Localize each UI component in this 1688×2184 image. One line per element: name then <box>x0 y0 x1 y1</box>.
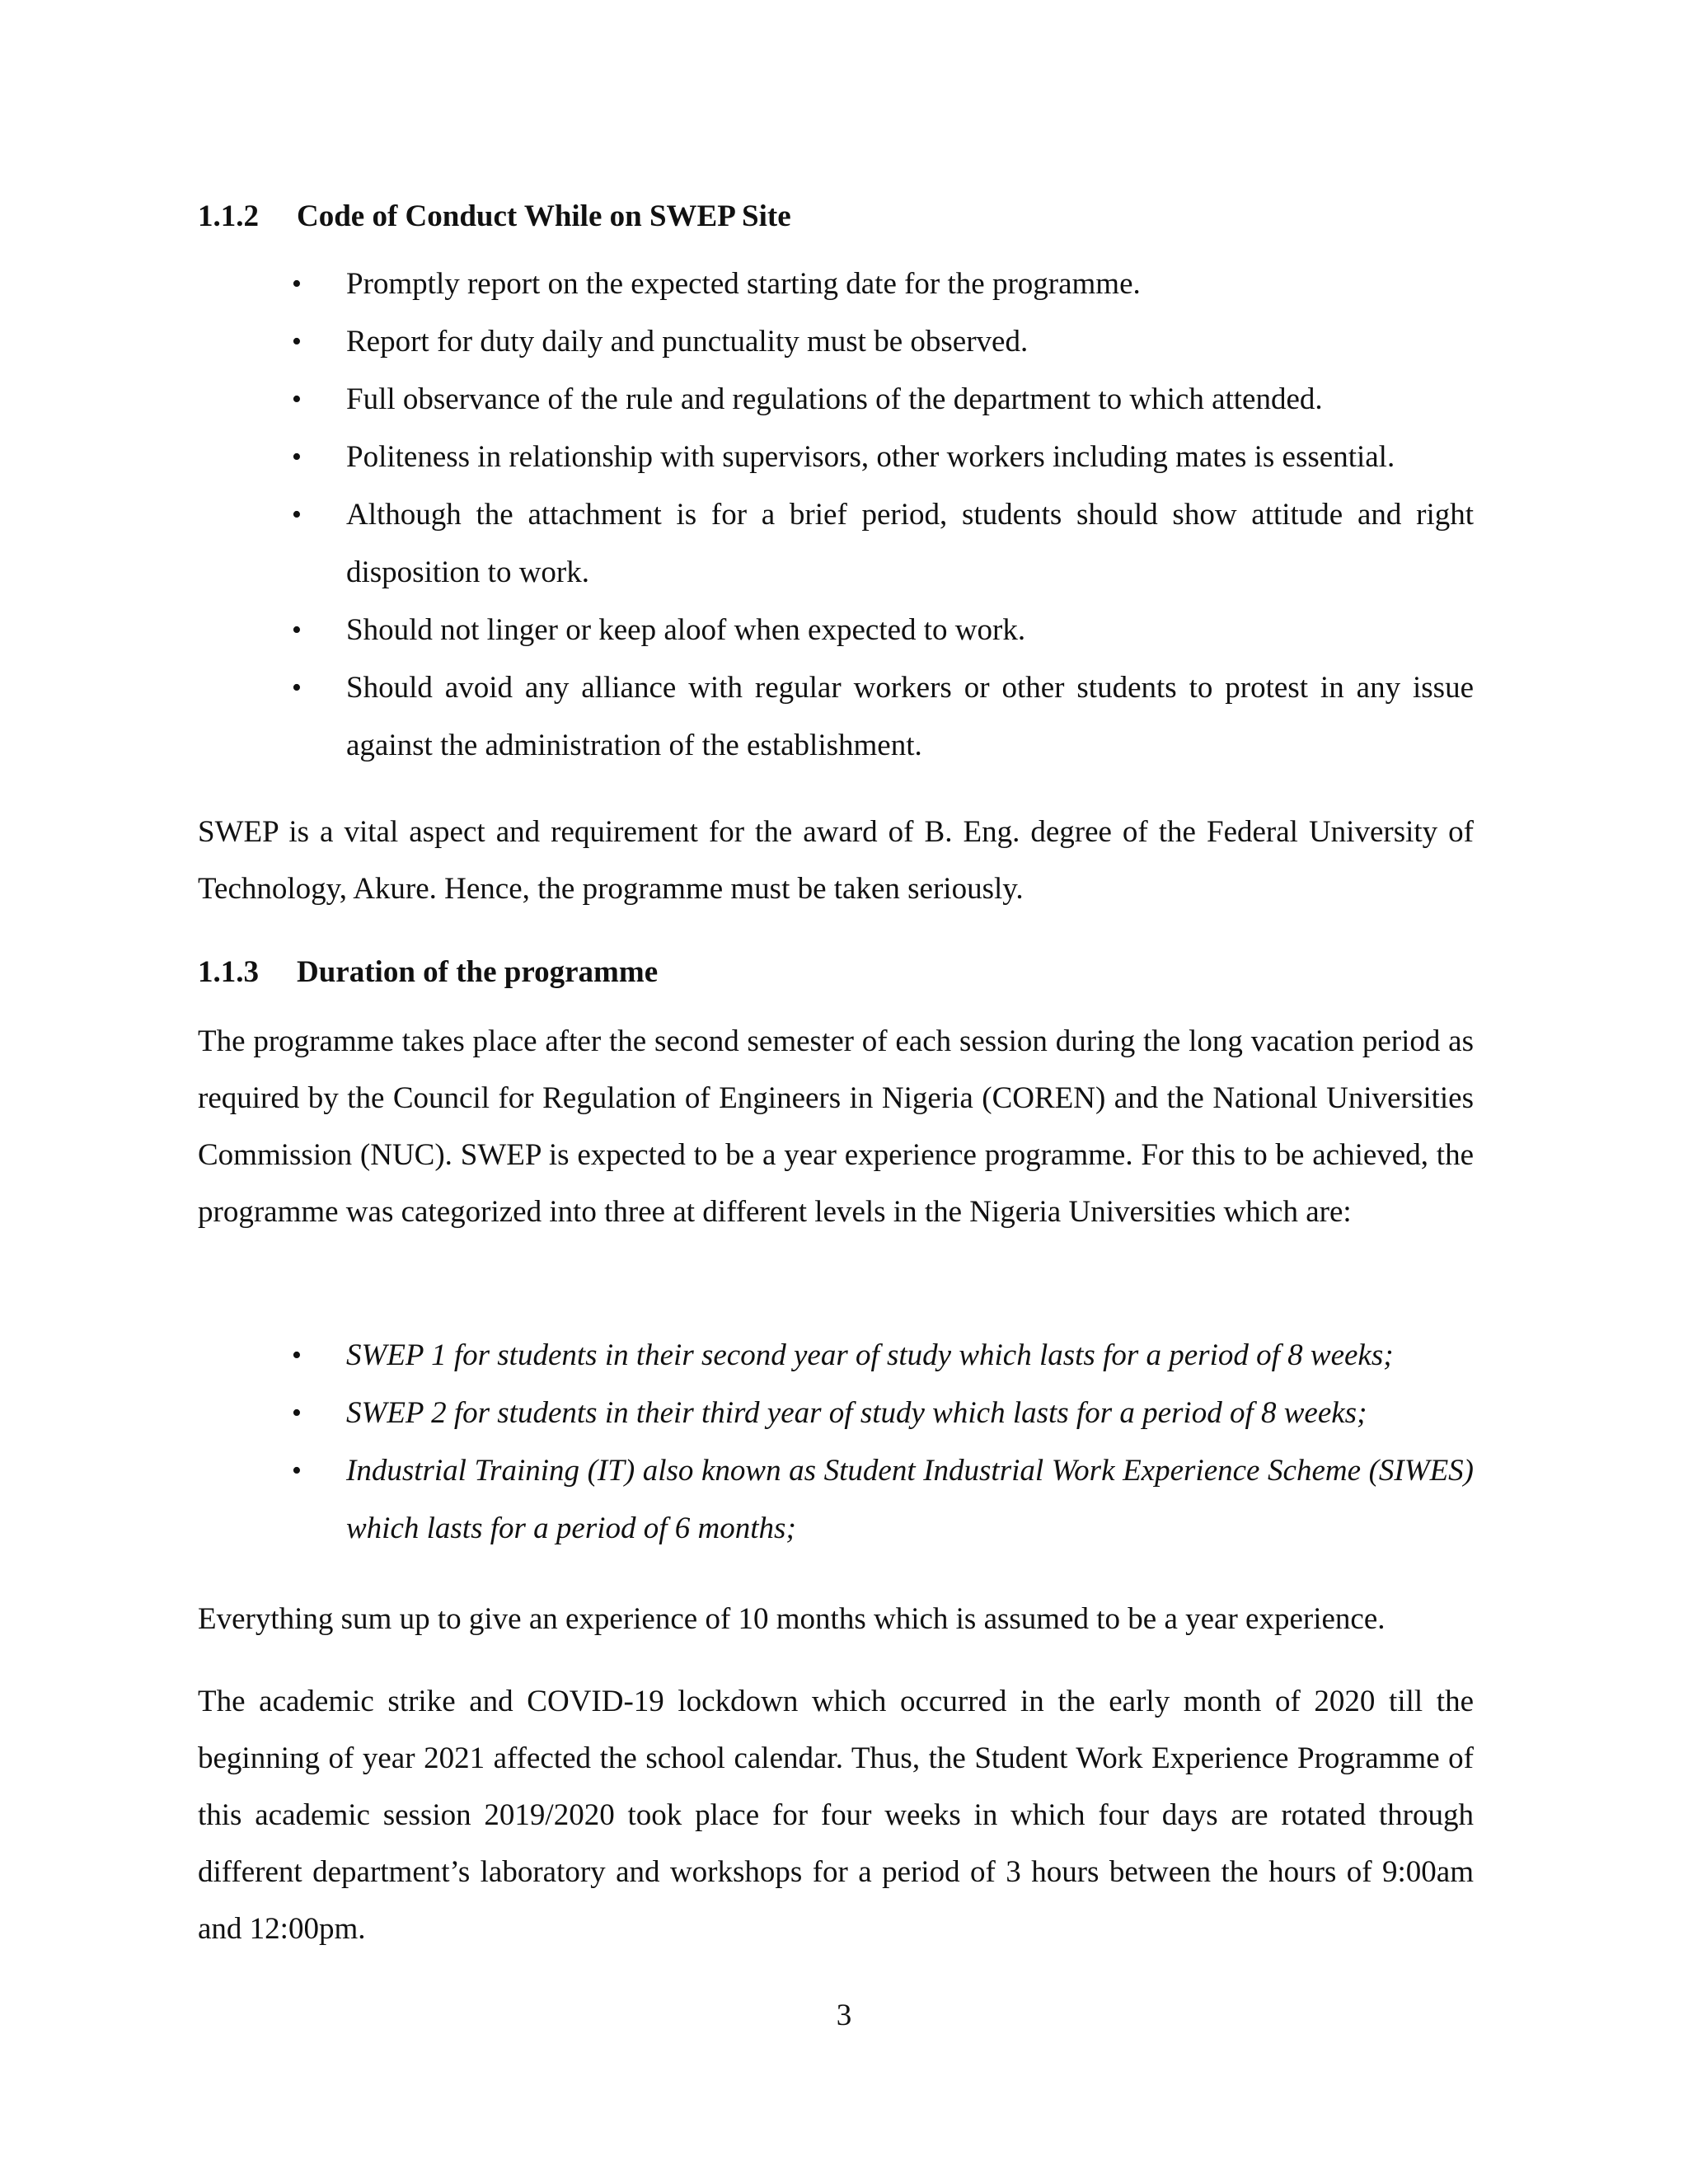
list-item: • Promptly report on the expected starting date for the programme. <box>292 255 1474 313</box>
section-title: Code of Conduct While on SWEP Site <box>297 199 791 233</box>
bullet-icon: • <box>292 384 302 415</box>
bullet-icon: • <box>292 499 302 530</box>
bullet-icon: • <box>292 1455 302 1486</box>
list-item: • Industrial Training (IT) also known as Student Industrial Work Experience Scheme (SIWES) which lasts for a period of 6 months; <box>292 1442 1474 1558</box>
experience-summary-paragraph: Everything sum up to give an experience of 10 months which is assumed to be a year experience. <box>198 1602 1386 1636</box>
page-number: 3 <box>836 1999 852 2032</box>
bullet-icon: • <box>292 673 302 703</box>
list-item: • Although the attachment is for a brief period, students should show attitude and right disposition to work. <box>292 486 1474 602</box>
list-item: • Should not linger or keep aloof when expected to work. <box>292 602 1474 659</box>
list-item: • Politeness in relationship with supervisors, other workers including mates is essential. <box>292 429 1474 486</box>
duration-intro-paragraph: The programme takes place after the second semester of each session during the long vacation period as required by the Council for Regulation of Engineers in Nigeria (COREN) and the National Universities Commission (NUC). SWEP is expected to be a year experience programme. For this to be achieved, the programme was categorized into three at different levels in the Nigeria Universities which are: <box>198 1024 1474 1229</box>
bullet-icon: • <box>292 326 302 357</box>
list-item: • Full observance of the rule and regulations of the department to which attended. <box>292 371 1474 429</box>
bullet-icon: • <box>292 615 302 645</box>
code-of-conduct-list <box>292 255 1474 775</box>
list-item: • Report for duty daily and punctuality must be observed. <box>292 313 1474 371</box>
swep-levels-list <box>292 1327 1474 1558</box>
bullet-icon: • <box>292 1398 302 1428</box>
section-heading-1-1-3 <box>198 954 658 991</box>
bullet-icon: • <box>292 269 302 299</box>
list-item: • SWEP 1 for students in their second year of study which lasts for a period of 8 weeks; <box>292 1327 1474 1385</box>
section-number: 1.1.2 <box>198 199 259 233</box>
section-title: Duration of the programme <box>297 955 659 989</box>
section-heading-1-1-2 <box>198 199 791 235</box>
list-item: • Should avoid any alliance with regular workers or other students to protest in any issue against the administration of the establishment. <box>292 659 1474 775</box>
list-item: • SWEP 2 for students in their third year of study which lasts for a period of 8 weeks; <box>292 1385 1474 1442</box>
covid-impact-paragraph: The academic strike and COVID-19 lockdown which occurred in the early month of 2020 till the beginning of year 2021 affected the school calendar. Thus, the Student Work Experience Programme of this academic session 2019/2020 took place for four weeks in which four days are rotated through different department’s laboratory and workshops for a period of 3 hours between the hours of 9:00am and 12:00pm. <box>198 1685 1474 1946</box>
bullet-icon: • <box>292 1340 302 1371</box>
bullet-icon: • <box>292 442 302 472</box>
section-number: 1.1.3 <box>198 955 259 989</box>
swep-importance-paragraph: SWEP is a vital aspect and requirement for the award of B. Eng. degree of the Federal University of Technology, Akure. Hence, the programme must be taken seriously. <box>198 815 1474 906</box>
